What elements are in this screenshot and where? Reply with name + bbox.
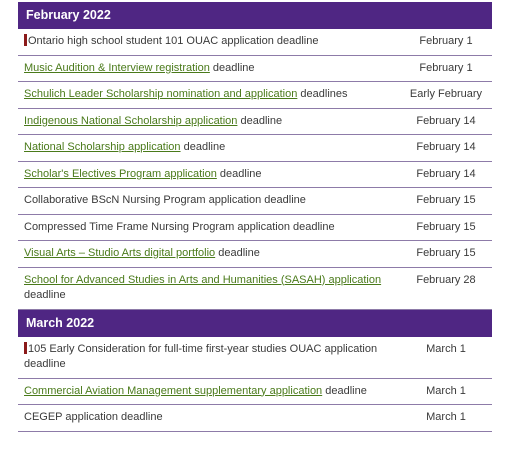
deadline-description	[18, 337, 400, 379]
deadline-description	[18, 378, 400, 405]
deadline-description	[18, 29, 400, 55]
deadline-description	[18, 161, 400, 188]
deadlines-table	[18, 29, 492, 310]
deadline-text: 105 Early Consideration for full-time first-year studies OUAC application deadline	[24, 342, 378, 370]
deadline-date: February 14	[400, 108, 492, 135]
deadlines-container	[18, 2, 492, 432]
month-header: March 2022	[18, 310, 492, 337]
deadline-description	[18, 241, 400, 268]
deadline-description	[18, 135, 400, 162]
deadline-date: February 15	[400, 214, 492, 241]
deadline-date: March 1	[400, 405, 492, 432]
table-row	[18, 82, 492, 109]
table-row	[18, 337, 492, 379]
deadline-text: deadlines	[297, 88, 348, 100]
deadline-text: deadline	[216, 167, 262, 180]
table-row	[18, 267, 492, 309]
deadline-description	[18, 405, 400, 432]
table-row	[18, 378, 492, 405]
deadline-text: deadline	[180, 141, 226, 153]
table-row	[18, 55, 492, 82]
deadline-link[interactable]: Schulich Leader Scholarship nomination and application	[24, 88, 298, 100]
deadline-text: deadline	[215, 247, 260, 259]
deadline-link[interactable]: Commercial Aviation Management supplementary application	[24, 384, 323, 397]
deadline-text: deadline	[322, 384, 367, 397]
deadline-description	[18, 267, 400, 309]
table-row	[18, 405, 492, 432]
red-bookmark-icon	[24, 342, 27, 354]
table-row	[18, 241, 492, 268]
deadline-date: February 14	[400, 161, 492, 188]
deadline-link[interactable]: Scholar's Electives Program application	[24, 167, 217, 180]
deadline-text: CEGEP application deadline	[24, 411, 163, 423]
table-row	[18, 29, 492, 55]
deadline-date: February 14	[400, 135, 492, 162]
deadline-date: February 1	[400, 55, 492, 82]
table-row	[18, 188, 492, 215]
deadline-text: deadline	[24, 289, 66, 301]
table-row	[18, 214, 492, 241]
deadline-text: deadline	[237, 114, 283, 127]
deadline-date: March 1	[400, 378, 492, 405]
table-row	[18, 108, 492, 135]
deadline-date: February 15	[400, 241, 492, 268]
table-row	[18, 135, 492, 162]
deadline-link[interactable]: School for Advanced Studies in Arts and Humanities (SASAH) application	[24, 273, 382, 286]
deadline-date: February 15	[400, 188, 492, 215]
deadline-date: Early February	[400, 82, 492, 109]
deadline-link[interactable]: Visual Arts – Studio Arts digital portfolio	[24, 247, 216, 259]
month-header: February 2022	[18, 2, 492, 29]
deadline-link[interactable]: Music Audition & Interview registration	[24, 61, 210, 74]
deadline-text: deadline	[209, 61, 255, 74]
deadlines-table	[18, 337, 492, 432]
deadline-date: March 1	[400, 337, 492, 379]
table-row	[18, 161, 492, 188]
red-bookmark-icon	[24, 34, 27, 46]
deadline-description	[18, 55, 400, 82]
deadline-description	[18, 188, 400, 215]
deadline-text: Compressed Time Frame Nursing Program application deadline	[24, 220, 335, 233]
deadline-text: Ontario high school student 101 OUAC application deadline	[28, 35, 319, 47]
deadline-date: February 28	[400, 267, 492, 309]
deadline-link[interactable]: Indigenous National Scholarship application	[24, 114, 238, 127]
deadline-link[interactable]: National Scholarship application	[24, 141, 181, 153]
deadline-text: Collaborative BScN Nursing Program application deadline	[24, 194, 306, 206]
deadline-description	[18, 108, 400, 135]
deadline-date: February 1	[400, 29, 492, 55]
deadline-description	[18, 214, 400, 241]
deadline-description	[18, 82, 400, 109]
